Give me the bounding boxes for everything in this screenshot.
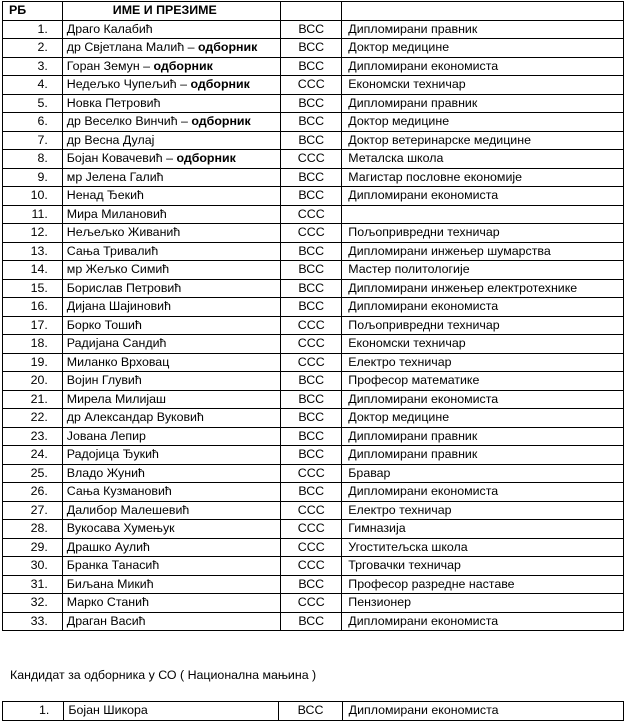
table-row: [3, 372, 624, 391]
education-level: ВСС: [281, 575, 342, 594]
table-row: [3, 261, 624, 280]
candidate-name: Сања Кузмановић: [66, 484, 172, 499]
row-number: 27.: [3, 501, 63, 520]
candidate-name-cell: [62, 279, 280, 298]
table-row: [3, 131, 624, 150]
row-number: 30.: [3, 557, 63, 576]
candidate-name-cell: [62, 390, 280, 409]
candidate-name-cell: [62, 409, 280, 428]
table-row: [3, 538, 624, 557]
candidate-name-cell: [62, 298, 280, 317]
education-level: ССС: [281, 520, 342, 539]
row-number: 28.: [3, 520, 63, 539]
education-level: ВСС: [281, 187, 342, 206]
row-number: 2.: [3, 39, 63, 58]
table-row: [3, 39, 624, 58]
row-number: 31.: [3, 575, 63, 594]
education-level: ВСС: [281, 483, 342, 502]
education-level: ВСС: [281, 131, 342, 150]
education-level: ВСС: [281, 372, 342, 391]
candidate-name-cell: [62, 20, 280, 39]
candidate-name-cell: [62, 224, 280, 243]
candidate-name: мр Жељко Симић: [66, 262, 170, 277]
occupation: Угоститељска школа: [342, 538, 624, 557]
education-level: ССС: [281, 501, 342, 520]
education-level: ВСС: [281, 298, 342, 317]
candidate-name: Далибор Малешевић: [66, 502, 190, 517]
table-row: [3, 353, 624, 372]
occupation: Доктор медицине: [342, 113, 624, 132]
occupation: Доктор ветеринарске медицине: [342, 131, 624, 150]
row-number: 16.: [3, 298, 63, 317]
candidate-name: Вукосава Хумењук: [66, 521, 175, 536]
education-level: ВСС: [281, 427, 342, 446]
row-number: 12.: [3, 224, 63, 243]
header-edu: [281, 2, 342, 21]
occupation: Дипломирани правник: [342, 427, 624, 446]
candidate-name-cell: [62, 57, 280, 76]
table-row: [3, 390, 624, 409]
councilor-label: одборник: [198, 40, 258, 55]
header-name: ИМЕ И ПРЕЗИМЕ: [62, 2, 280, 21]
education-level: ССС: [281, 464, 342, 483]
table-row: [3, 612, 624, 631]
candidate-name: Биљана Микић: [66, 576, 154, 591]
occupation: Професор разредне наставе: [342, 575, 624, 594]
candidate-name: Ненад Ђекић: [66, 188, 144, 203]
education-level: ССС: [281, 205, 342, 224]
row-number: 9.: [3, 168, 63, 187]
row-number: 19.: [3, 353, 63, 372]
candidate-name: Борислав Петровић: [66, 280, 182, 295]
candidate-name-cell: [62, 446, 280, 465]
table-row: [3, 501, 624, 520]
row-number: 8.: [3, 150, 63, 169]
candidate-name: др Веселко Винчић –: [66, 114, 192, 129]
candidate-name-cell: [62, 261, 280, 280]
candidate-name-cell: [62, 612, 280, 631]
candidate-name-cell: [62, 520, 280, 539]
occupation: Бравар: [342, 464, 624, 483]
councilor-label: одборник: [176, 151, 236, 166]
table-row: [3, 150, 624, 169]
candidate-name: Новка Петровић: [66, 95, 161, 110]
occupation: Трговачки техничар: [342, 557, 624, 576]
row-number: 10.: [3, 187, 63, 206]
row-number: 32.: [3, 594, 63, 613]
candidate-name: Дијана Шајиновић: [66, 299, 171, 314]
education-level: ССС: [281, 335, 342, 354]
row-number: 25.: [3, 464, 63, 483]
candidate-name: Мира Милановић: [66, 206, 167, 221]
candidate-name: Марко Станић: [66, 595, 149, 610]
candidate-name: Владо Жунић: [66, 465, 145, 480]
candidate-name: Миланко Врховац: [66, 354, 170, 369]
candidate-name-cell: [62, 242, 280, 261]
row-number: 17.: [3, 316, 63, 335]
candidate-name-cell: [62, 557, 280, 576]
row-number: 23.: [3, 427, 63, 446]
occupation: Дипломирани инжењер електротехнике: [342, 279, 624, 298]
occupation: Доктор медицине: [342, 39, 624, 58]
education-level: ВСС: [281, 446, 342, 465]
occupation: Електро техничар: [342, 501, 624, 520]
candidate-name: Војин Глувић: [66, 373, 142, 388]
candidate-name-cell: [62, 316, 280, 335]
education-level: ССС: [281, 316, 342, 335]
candidate-name-cell: [62, 483, 280, 502]
candidate-name-cell: [62, 131, 280, 150]
row-number: 14.: [3, 261, 63, 280]
table-row: [3, 20, 624, 39]
table-row: [3, 57, 624, 76]
table-row: [3, 316, 624, 335]
education-level: ВСС: [281, 261, 342, 280]
candidate-name: др Весна Дулај: [66, 132, 155, 147]
row-number: 24.: [3, 446, 63, 465]
row-number: 26.: [3, 483, 63, 502]
candidate-name-cell: [62, 187, 280, 206]
candidate-name: Мирела Милијаш: [66, 391, 166, 406]
candidate-name: Радојица Ђукић: [66, 447, 159, 462]
candidate-name-cell: [62, 372, 280, 391]
table-row: [3, 205, 624, 224]
candidate-name-cell: [62, 427, 280, 446]
table-row: [3, 594, 624, 613]
table-row: [3, 335, 624, 354]
occupation: Дипломирани инжењер шумарства: [342, 242, 624, 261]
education-level: ВСС: [281, 612, 342, 631]
occupation: Дипломирани економиста: [342, 57, 624, 76]
table-row: [3, 483, 624, 502]
education-level: ССС: [281, 150, 342, 169]
row-number: 21.: [3, 390, 63, 409]
occupation: Пољопривредни техничар: [342, 316, 624, 335]
candidate-name: Борко Тошић: [66, 317, 142, 332]
occupation: Дипломирани економиста: [342, 390, 624, 409]
table-row: [3, 557, 624, 576]
table-row: [3, 520, 624, 539]
table-row: [3, 242, 624, 261]
candidate-name-cell: [62, 575, 280, 594]
education-level: ВСС: [281, 242, 342, 261]
education-level: ССС: [281, 353, 342, 372]
row-number: 29.: [3, 538, 63, 557]
occupation: Економски техничар: [342, 76, 624, 95]
occupation: Доктор медицине: [342, 409, 624, 428]
candidate-name: Радијана Сандић: [66, 336, 167, 351]
occupation: Електро техничар: [342, 353, 624, 372]
candidate-name-cell: [62, 501, 280, 520]
education-level: ССС: [281, 224, 342, 243]
candidate-name-cell: [62, 594, 280, 613]
candidate-name: Бранка Танасић: [66, 558, 160, 573]
table-row: [3, 298, 624, 317]
table-row: [3, 427, 624, 446]
row-number: 5.: [3, 94, 63, 113]
candidate-name-cell: [62, 94, 280, 113]
row-number: 20.: [3, 372, 63, 391]
occupation: Дипломирани економиста: [342, 298, 624, 317]
occupation: Металска школа: [342, 150, 624, 169]
candidate-name: Недељко Чупељић –: [66, 77, 191, 92]
candidate-name: др Александар Вуковић: [66, 410, 204, 425]
table-row: [3, 224, 624, 243]
candidate-name-cell: [62, 76, 280, 95]
occupation: Дипломирани правник: [342, 446, 624, 465]
education-level: ССС: [281, 557, 342, 576]
councilor-label: одборник: [190, 77, 250, 92]
education-level: ВСС: [281, 409, 342, 428]
candidate-name-cell: [62, 205, 280, 224]
occupation: Пензионер: [342, 594, 624, 613]
table-row: [3, 113, 624, 132]
table-row: [3, 446, 624, 465]
row-number: 7.: [3, 131, 63, 150]
occupation: Професор математике: [342, 372, 624, 391]
candidate-name: Бојан Ковачевић –: [66, 151, 177, 166]
row-number: 33.: [3, 612, 63, 631]
row-number: 18.: [3, 335, 63, 354]
candidate-table: [2, 1, 624, 631]
occupation: Дипломирани економиста: [342, 187, 624, 206]
header-occupation: [342, 2, 624, 21]
candidate-name: мр Јелена Галић: [66, 169, 164, 184]
table-row: [3, 279, 624, 298]
row-number: 3.: [3, 57, 63, 76]
row-number: 11.: [3, 205, 63, 224]
education-level: ВСС: [281, 20, 342, 39]
header-rb: РБ: [3, 2, 63, 21]
row-number: 13.: [3, 242, 63, 261]
row-number: 4.: [3, 76, 63, 95]
minority-table: [2, 701, 624, 721]
candidate-name: Драшко Аулић: [66, 539, 150, 554]
table-header-row: [3, 2, 624, 21]
candidate-name-cell: [62, 538, 280, 557]
occupation: Дипломирани економиста: [342, 483, 624, 502]
candidate-name: Сања Тривалић: [66, 243, 159, 258]
row-number: 22.: [3, 409, 63, 428]
row-number: 6.: [3, 113, 63, 132]
occupation: Економски техничар: [342, 335, 624, 354]
row-number: 1.: [3, 20, 63, 39]
education-level: ВСС: [281, 113, 342, 132]
candidate-name-cell: [62, 113, 280, 132]
education-level: ССС: [281, 594, 342, 613]
table-row: [3, 575, 624, 594]
occupation: Дипломирани економиста: [342, 612, 624, 631]
table-row: [3, 76, 624, 95]
candidate-name-cell: [62, 335, 280, 354]
candidate-name-cell: [62, 168, 280, 187]
candidate-name-cell: [64, 702, 279, 721]
occupation: Дипломирани правник: [342, 94, 624, 113]
table-row: [3, 168, 624, 187]
candidate-name-cell: [62, 464, 280, 483]
occupation: Магистар пословне економије: [342, 168, 624, 187]
education-level: ВСС: [279, 702, 342, 721]
occupation: Дипломирани економиста: [342, 702, 623, 721]
education-level: ССС: [281, 538, 342, 557]
candidate-name: Драган Васић: [66, 613, 146, 628]
candidate-name-cell: [62, 39, 280, 58]
candidate-name: Горан Земун –: [66, 58, 154, 73]
candidate-name: Бојан Шикора: [68, 703, 148, 718]
education-level: ВСС: [281, 57, 342, 76]
occupation: Дипломирани правник: [342, 20, 624, 39]
education-level: ВСС: [281, 39, 342, 58]
education-level: ССС: [281, 76, 342, 95]
table-row: [3, 187, 624, 206]
row-number: 1.: [3, 702, 64, 721]
occupation: Мастер политологије: [342, 261, 624, 280]
candidate-name: Нељељко Живанић: [66, 225, 181, 240]
education-level: ВСС: [281, 168, 342, 187]
candidate-name: Јована Лепир: [66, 428, 146, 443]
candidate-name-cell: [62, 150, 280, 169]
councilor-label: одборник: [153, 58, 213, 73]
occupation: Пољопривредни техничар: [342, 224, 624, 243]
row-number: 15.: [3, 279, 63, 298]
education-level: ВСС: [281, 279, 342, 298]
councilor-label: одборник: [191, 114, 251, 129]
candidate-name: Драго Калабић: [66, 21, 153, 36]
table-row: [3, 409, 624, 428]
candidate-name-cell: [62, 353, 280, 372]
education-level: ВСС: [281, 390, 342, 409]
minority-caption: Кандидат за одборника у СО ( Национална мањина ): [10, 668, 317, 682]
candidate-name: др Свјетлана Малић –: [66, 40, 198, 55]
education-level: ВСС: [281, 94, 342, 113]
occupation: [342, 205, 624, 224]
occupation: Гимназија: [342, 520, 624, 539]
table-row: [3, 94, 624, 113]
table-row: [3, 464, 624, 483]
table-row: [3, 702, 624, 721]
